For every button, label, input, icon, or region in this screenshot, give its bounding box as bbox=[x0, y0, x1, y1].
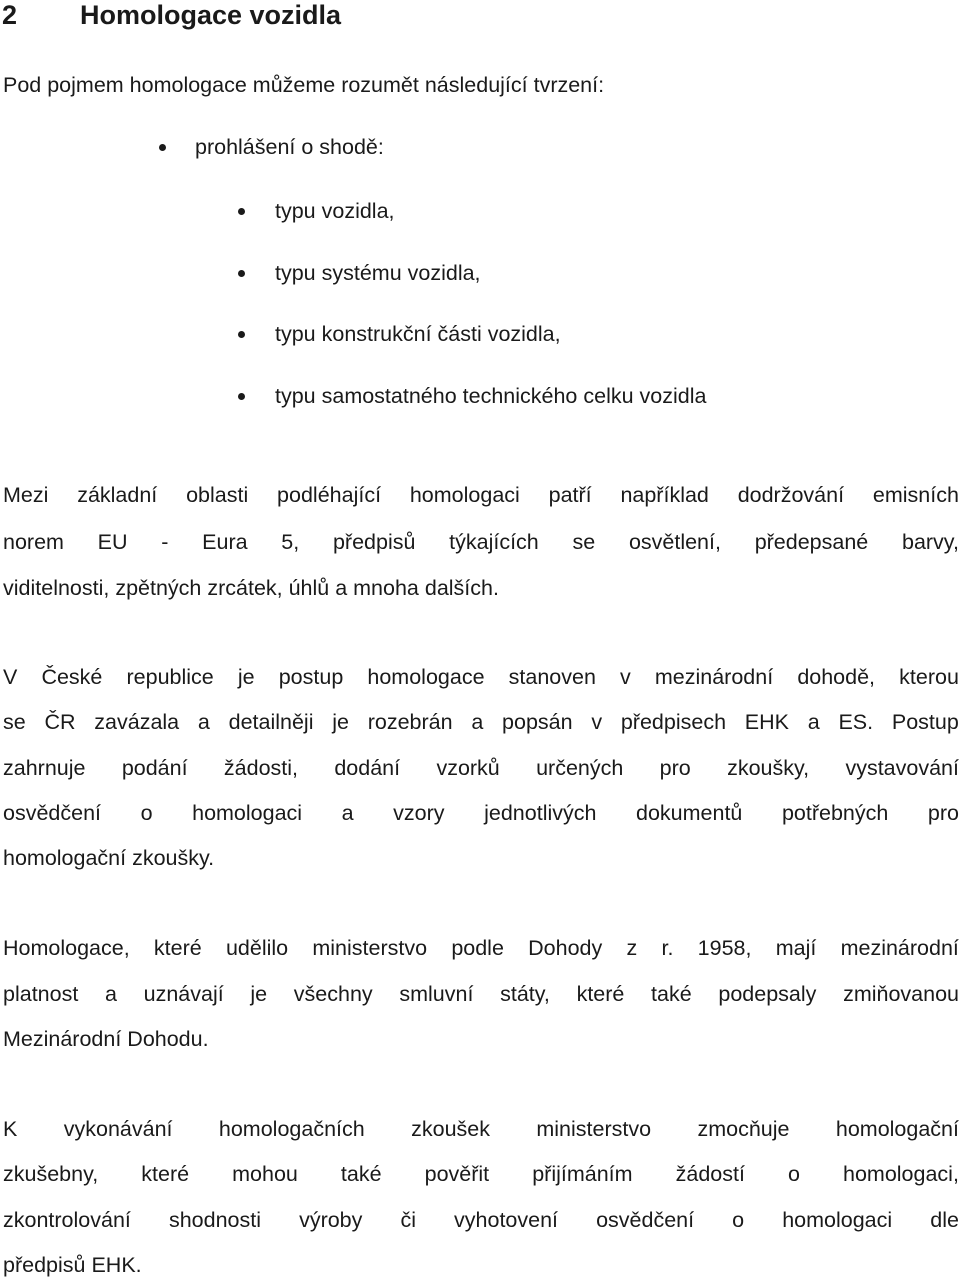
word: mezinárodní bbox=[654, 665, 774, 689]
word: Homologace, bbox=[3, 936, 130, 960]
word: emisních bbox=[872, 483, 959, 507]
sub-bullet-item: typu samostatného technického celku vozidla bbox=[275, 384, 707, 408]
word: mohou bbox=[232, 1162, 298, 1186]
word: Eura bbox=[202, 530, 248, 554]
sub-bullet-item: typu systému vozidla, bbox=[275, 261, 481, 285]
word: smluvní bbox=[399, 982, 474, 1006]
paragraph-line bbox=[3, 1207, 959, 1233]
word: České bbox=[41, 665, 103, 689]
word: státy, bbox=[500, 982, 550, 1006]
word: o bbox=[140, 801, 153, 825]
word: homologace bbox=[367, 665, 485, 689]
word: norem bbox=[3, 530, 64, 554]
word: homologaci, bbox=[843, 1162, 959, 1186]
word: pověřit bbox=[424, 1162, 490, 1186]
word: žádostí bbox=[675, 1162, 745, 1186]
word: vystavování bbox=[845, 756, 959, 780]
word: zmocňuje bbox=[697, 1117, 790, 1141]
word: se bbox=[3, 710, 26, 734]
word: Postup bbox=[891, 710, 959, 734]
word: pro bbox=[659, 756, 691, 780]
sub-bullet-item: typu konstrukční části vozidla, bbox=[275, 322, 561, 346]
word: zkušebny, bbox=[3, 1162, 99, 1186]
word: podání bbox=[121, 756, 188, 780]
word: podléhající bbox=[277, 483, 382, 507]
word: také bbox=[651, 982, 692, 1006]
paragraph-line bbox=[3, 755, 959, 781]
word: r. bbox=[661, 936, 674, 960]
word: týkajících bbox=[449, 530, 539, 554]
word: které bbox=[141, 1162, 190, 1186]
word: dokumentů bbox=[636, 801, 743, 825]
word: potřebných bbox=[781, 801, 889, 825]
word: a bbox=[471, 710, 484, 734]
word: v bbox=[620, 665, 631, 689]
word: oblasti bbox=[186, 483, 249, 507]
word: platnost bbox=[3, 982, 79, 1006]
word: 5, bbox=[281, 530, 300, 554]
word: zkontrolování bbox=[3, 1208, 131, 1232]
bullet-dot bbox=[159, 144, 166, 151]
word: všechny bbox=[293, 982, 373, 1006]
word: dle bbox=[930, 1208, 959, 1232]
word: žádosti, bbox=[223, 756, 299, 780]
word: rozebrán bbox=[367, 710, 453, 734]
word: - bbox=[161, 530, 169, 554]
word: ČR bbox=[44, 710, 76, 734]
word: K bbox=[3, 1117, 18, 1141]
bullet-dot bbox=[238, 393, 245, 400]
word: uznávají bbox=[143, 982, 224, 1006]
word: zmiňovanou bbox=[843, 982, 959, 1006]
word: zavázala bbox=[94, 710, 180, 734]
word: v bbox=[591, 710, 603, 734]
word: udělilo bbox=[225, 936, 289, 960]
word: podle bbox=[451, 936, 504, 960]
bullet-item-top: prohlášení o shodě: bbox=[195, 135, 384, 159]
word: z bbox=[626, 936, 638, 960]
word: mezinárodní bbox=[840, 936, 959, 960]
word: jednotlivých bbox=[484, 801, 597, 825]
word: a bbox=[807, 710, 820, 734]
word: vzorků bbox=[436, 756, 500, 780]
bullet-dot bbox=[238, 270, 245, 277]
word: zkoušky, bbox=[727, 756, 810, 780]
paragraph-line: homologační zkoušky. bbox=[3, 846, 215, 870]
sub-bullet-item: typu vozidla, bbox=[275, 199, 395, 223]
word: předpisech bbox=[620, 710, 727, 734]
word: barvy, bbox=[901, 530, 959, 554]
word: předpisů bbox=[332, 530, 416, 554]
paragraph-line bbox=[3, 800, 959, 826]
word: či bbox=[400, 1208, 416, 1232]
bullet-dot bbox=[238, 331, 245, 338]
word: které bbox=[576, 982, 625, 1006]
word: je bbox=[332, 710, 349, 734]
word: Dohody bbox=[528, 936, 603, 960]
word: vzory bbox=[393, 801, 445, 825]
word: osvědčení bbox=[596, 1208, 695, 1232]
word: homologaci bbox=[409, 483, 520, 507]
word: EHK bbox=[744, 710, 789, 734]
word: mají bbox=[775, 936, 817, 960]
word: výroby bbox=[299, 1208, 363, 1232]
section-heading bbox=[2, 0, 341, 30]
word: shodnosti bbox=[168, 1208, 261, 1232]
word: o bbox=[787, 1162, 800, 1186]
paragraph-line bbox=[3, 981, 959, 1007]
paragraph-line bbox=[3, 935, 959, 961]
word: vykonávání bbox=[63, 1117, 173, 1141]
word: předepsané bbox=[754, 530, 869, 554]
word: pro bbox=[927, 801, 959, 825]
paragraph-line bbox=[3, 482, 959, 508]
word: je bbox=[250, 982, 268, 1006]
paragraph-line bbox=[3, 664, 959, 690]
word: ES. bbox=[838, 710, 874, 734]
word: podepsaly bbox=[718, 982, 817, 1006]
section-number: 2 bbox=[2, 0, 18, 30]
paragraph-line bbox=[3, 1116, 959, 1142]
word: dodání bbox=[334, 756, 401, 780]
word: Mezi bbox=[3, 483, 49, 507]
word: základní bbox=[77, 483, 158, 507]
paragraph-line: viditelnosti, zpětných zrcátek, úhlů a mnoha dalších. bbox=[3, 576, 499, 600]
word: zkoušek bbox=[411, 1117, 490, 1141]
word: dohodě, bbox=[797, 665, 876, 689]
word: zahrnuje bbox=[3, 756, 86, 780]
word: popsán bbox=[502, 710, 573, 734]
word: a bbox=[104, 982, 117, 1006]
word: které bbox=[153, 936, 202, 960]
word: osvětlení, bbox=[628, 530, 721, 554]
word: přijímáním bbox=[532, 1162, 633, 1186]
word: je bbox=[237, 665, 255, 689]
section-title: Homologace vozidla bbox=[80, 0, 342, 30]
word: například bbox=[620, 483, 709, 507]
word: homologaci bbox=[192, 801, 303, 825]
word: ministerstvo bbox=[536, 1117, 652, 1141]
word: a bbox=[197, 710, 210, 734]
word: republice bbox=[126, 665, 214, 689]
word: patří bbox=[548, 483, 592, 507]
word: vyhotovení bbox=[454, 1208, 559, 1232]
word: V bbox=[3, 665, 18, 689]
paragraph-line bbox=[3, 709, 959, 735]
word: kterou bbox=[899, 665, 959, 689]
word: EU bbox=[97, 530, 128, 554]
word: dodržování bbox=[737, 483, 845, 507]
word: homologaci bbox=[782, 1208, 893, 1232]
word: 1958, bbox=[697, 936, 752, 960]
word: také bbox=[340, 1162, 382, 1186]
word: homologačních bbox=[218, 1117, 365, 1141]
paragraph-line: předpisů EHK. bbox=[3, 1253, 142, 1277]
word: detailněji bbox=[228, 710, 314, 734]
word: určených bbox=[536, 756, 624, 780]
word: stanoven bbox=[508, 665, 596, 689]
bullet-dot bbox=[238, 208, 245, 215]
word: postup bbox=[278, 665, 344, 689]
word: osvědčení bbox=[3, 801, 102, 825]
word: homologační bbox=[835, 1117, 959, 1141]
word: ministerstvo bbox=[312, 936, 428, 960]
word: o bbox=[732, 1208, 745, 1232]
intro-text: Pod pojmem homologace můžeme rozumět následující tvrzení: bbox=[3, 73, 605, 97]
paragraph-line: Mezinárodní Dohodu. bbox=[3, 1027, 209, 1051]
word: a bbox=[341, 801, 354, 825]
paragraph-line bbox=[3, 1161, 959, 1187]
word: se bbox=[572, 530, 596, 554]
paragraph-line bbox=[3, 529, 959, 555]
